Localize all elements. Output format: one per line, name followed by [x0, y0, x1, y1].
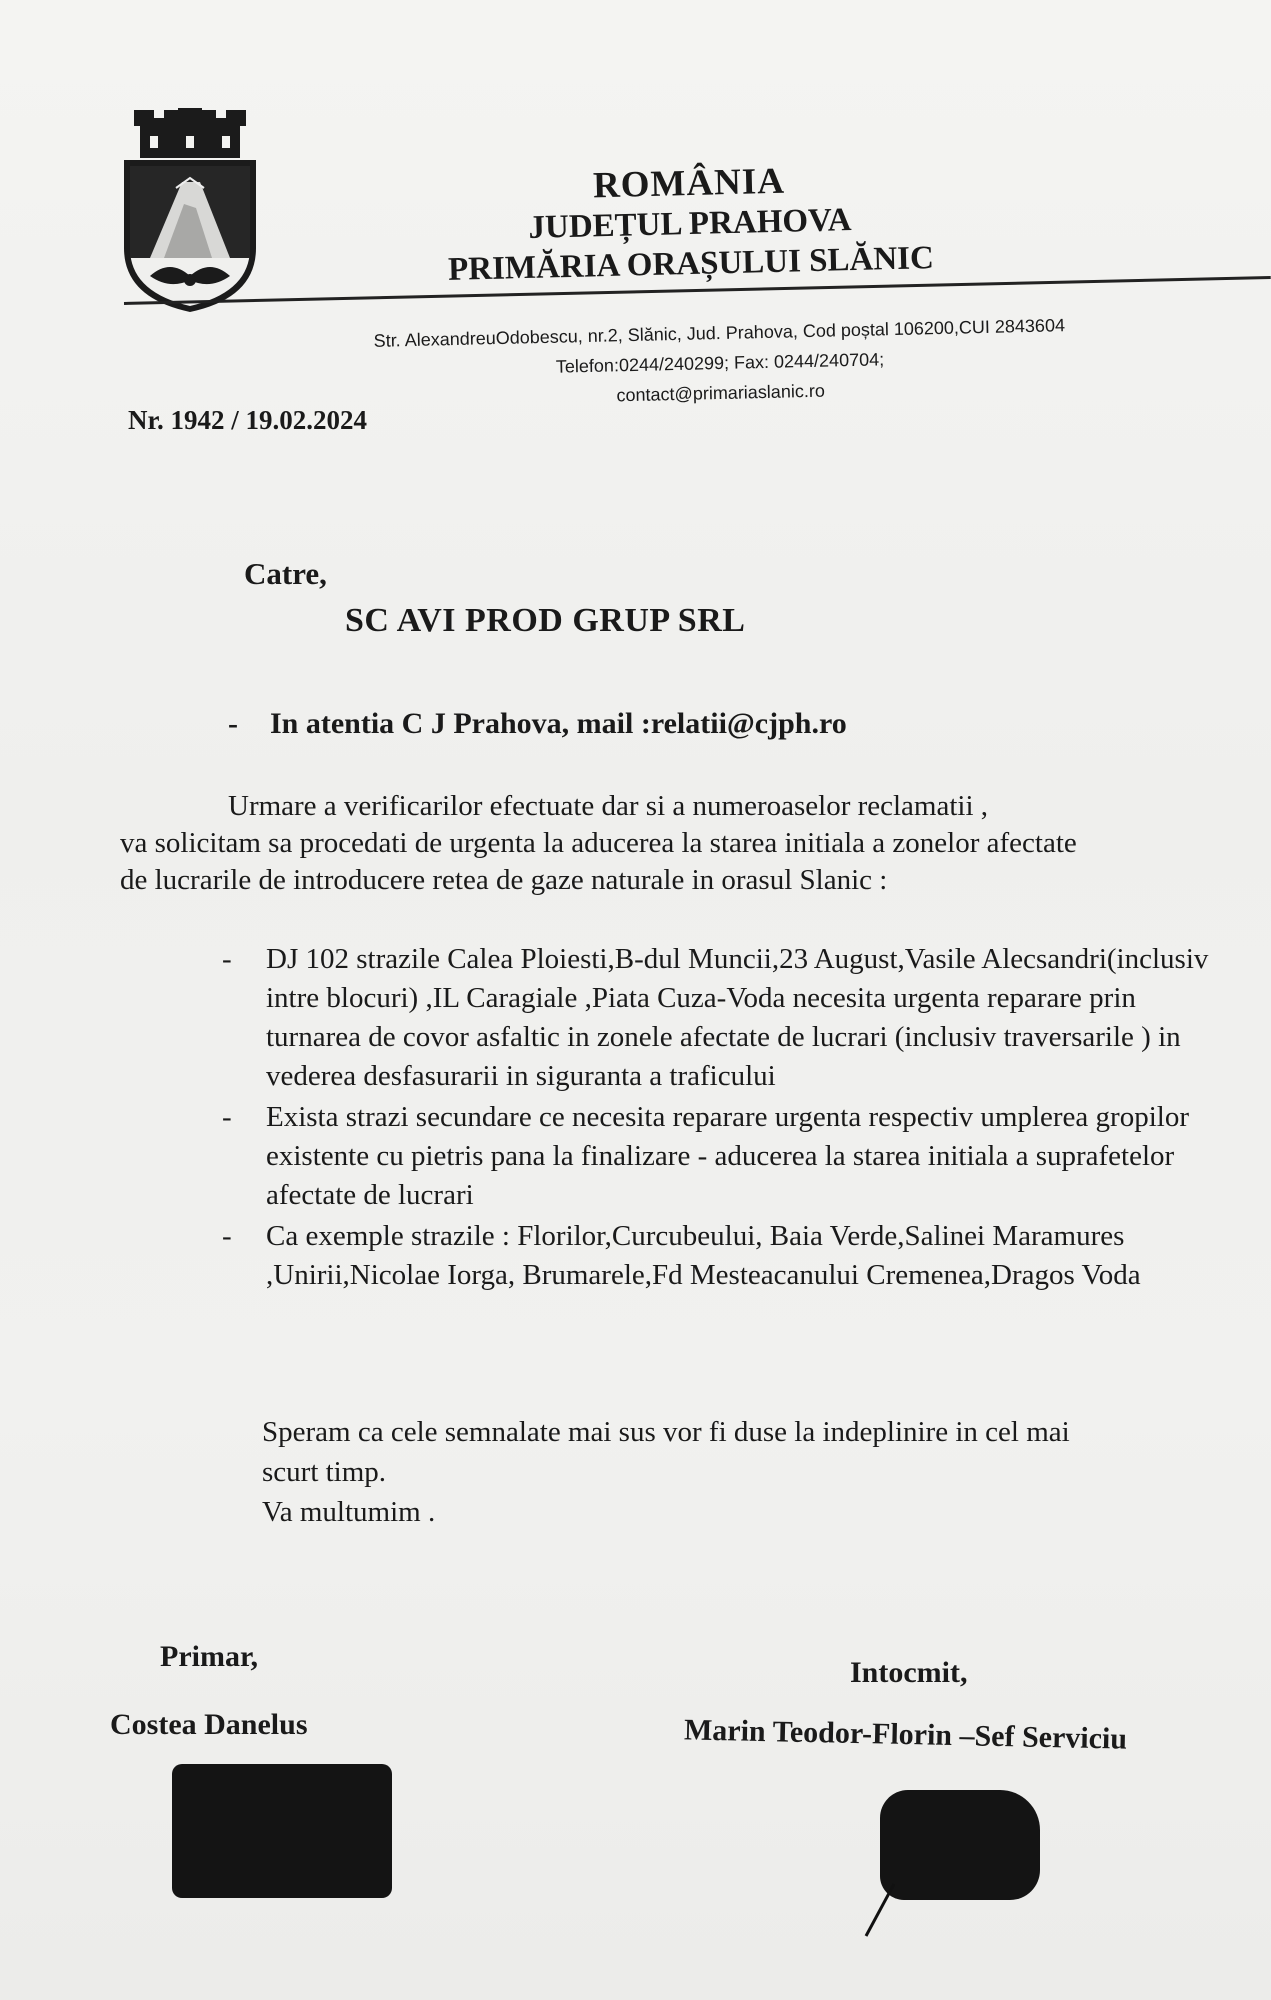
registration-number: Nr. 1942 / 19.02.2024 [128, 405, 368, 435]
dash-marker: - [222, 1101, 232, 1133]
coat-of-arms-icon [120, 108, 260, 313]
intro-line: va solicitam sa procedati de urgenta la aducerea la starea initiala a zonelor afectate [120, 827, 1077, 859]
attention-text: In atentia C J Prahova, mail :relatii@cjph.ro [270, 707, 847, 740]
intro-paragraph [120, 788, 1260, 899]
dash-marker: - [222, 943, 232, 975]
attention-line [228, 707, 847, 741]
letterhead-address [319, 309, 1121, 417]
address-line: Str. AlexandreuOdobescu, nr.2, Slănic, Jud. Prahova, Cod poștal 106200,CUI 2843604 [373, 315, 1066, 351]
list-item [222, 940, 1222, 1096]
contact-email-line: contact@primariaslanic.ro [616, 380, 826, 406]
closing-paragraph [262, 1412, 1262, 1532]
list-item-text: Ca exemple strazile : Florilor,Curcubeului, Baia Verde,Salinei Maramures ,Unirii,Nicolae Iorga, Brumarele,Fd Mesteacanului Cremenea,Dragos Voda [266, 1220, 1141, 1291]
preparer-name: Marin Teodor-Florin –Sef Serviciu [683, 1713, 1128, 1756]
city-hall-name: PRIMĂRIA ORAȘULUI SLĂNIC [447, 240, 935, 288]
redacted-signature-mayor [172, 1764, 392, 1898]
mayor-title: Primar, [160, 1640, 259, 1673]
preparer-title: Intocmit, [850, 1656, 968, 1689]
closing-line: scurt timp. [262, 1456, 387, 1488]
closing-line: Va multumim . [262, 1496, 436, 1528]
intro-line: Urmare a verificarilor efectuate dar si a numeroaselor reclamatii , [228, 790, 989, 822]
county-name: JUDEȚUL PRAHOVA [528, 202, 852, 246]
closing-line: Speram ca cele semnalate mai sus vor fi duse la indeplinire in cel mai [262, 1416, 1070, 1448]
redacted-signature-preparer [880, 1790, 1040, 1900]
mayor-name: Costea Danelus [110, 1708, 308, 1741]
list-item [222, 1098, 1222, 1215]
signature-stroke-icon [860, 1880, 900, 1940]
list-item-text: Exista strazi secundare ce necesita reparare urgenta respectiv umplerea gropilor existente cu pietris pana la finalizare - aducerea la starea initiala a suprafetelor afectate de lucrari [266, 1101, 1189, 1211]
addressee-label: Catre, [244, 556, 327, 591]
contact-phone-line: Telefon:0244/240299; Fax: 0244/240704; [555, 349, 885, 377]
dash-marker: - [222, 1220, 232, 1252]
list-item-text: DJ 102 strazile Calea Ploiesti,B-dul Muncii,23 August,Vasile Alecsandri(inclusiv intre blocuri) ,IL Caragiale ,Piata Cuza-Voda necesita urgenta reparare prin turnarea de covor asfaltic in zonele afectate de lucrari (inclusiv traversarile ) in vederea desfasurarii in siguranta a traficului [266, 943, 1209, 1092]
dash-marker: - [228, 707, 238, 740]
list-item [222, 1217, 1222, 1295]
addressee-name: SC AVI PROD GRUP SRL [345, 602, 746, 639]
intro-line: de lucrarile de introducere retea de gaze naturale in orasul Slanic : [120, 864, 888, 896]
letterhead-title [399, 157, 982, 291]
request-list [222, 940, 1222, 1297]
country-name: ROMÂNIA [592, 160, 786, 207]
